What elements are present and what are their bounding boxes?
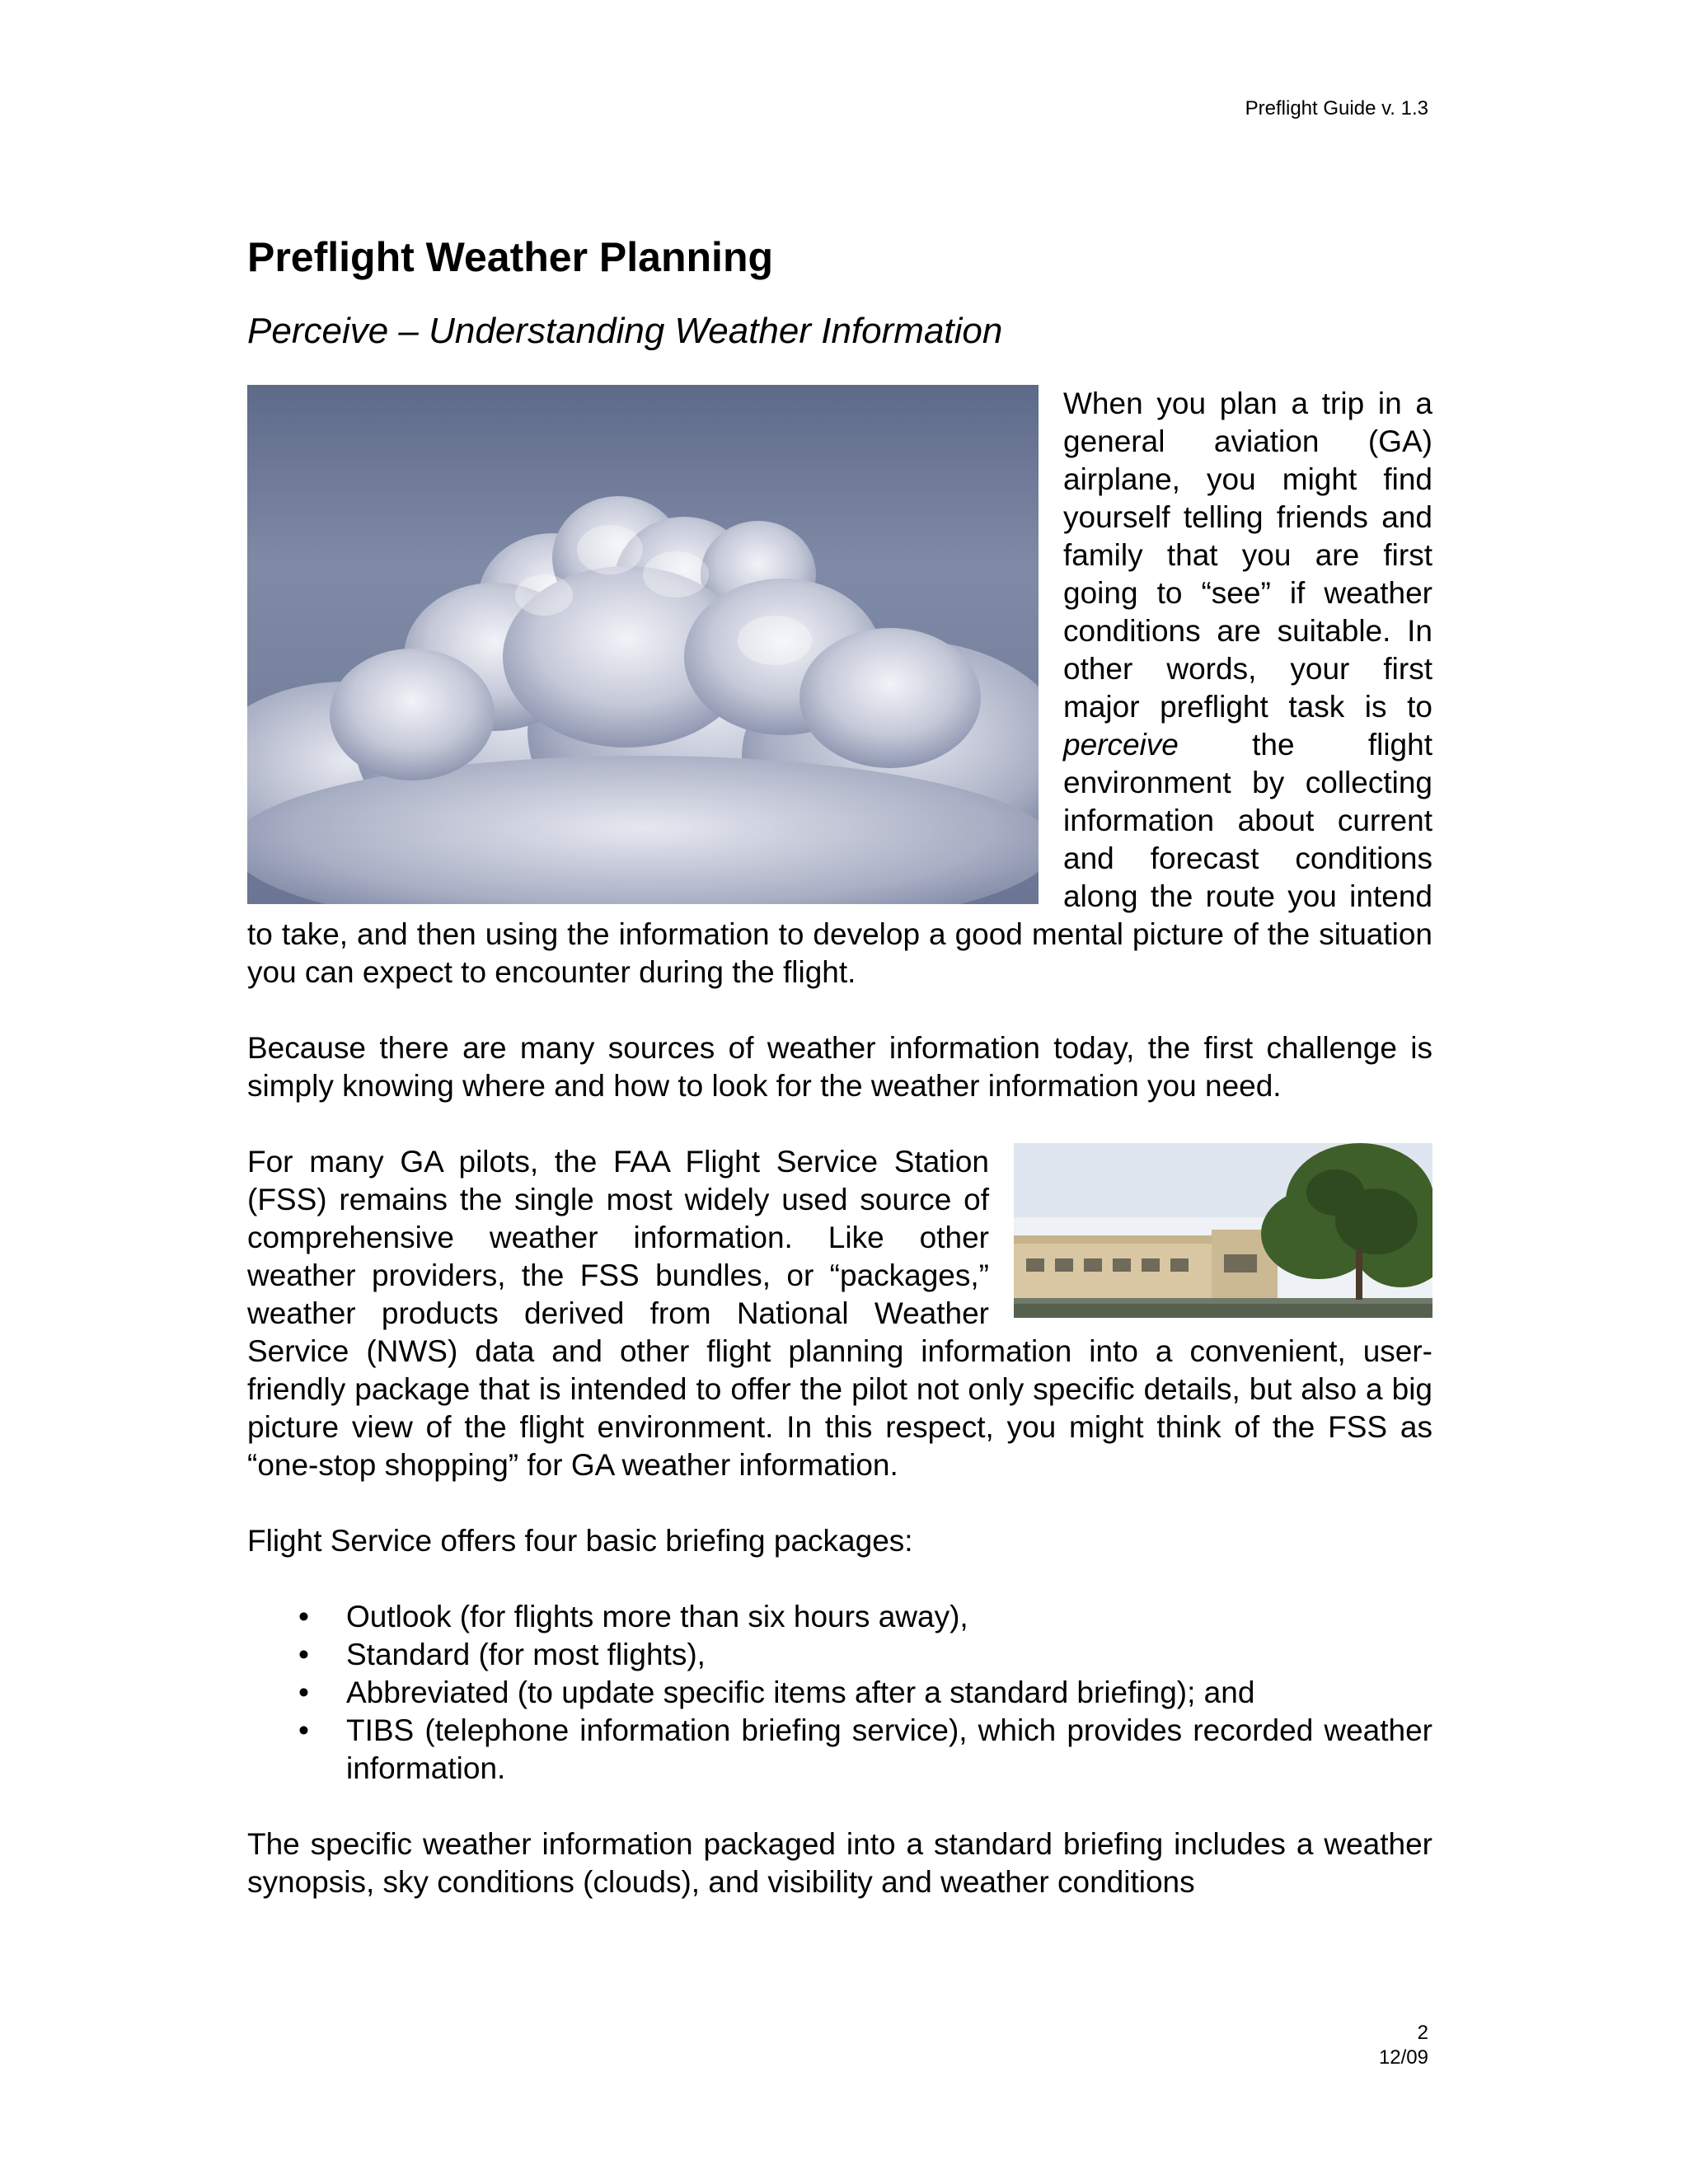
bullet-icon: • (298, 1637, 309, 1671)
bullet-icon: • (298, 1713, 309, 1747)
list-item: • Outlook (for flights more than six hours away), (346, 1598, 1432, 1636)
cumulus-clouds-photo (247, 385, 1039, 904)
list-item: • TIBS (telephone information briefing service), which provides recorded weather information. (298, 1713, 1432, 1785)
section-subtitle: Perceive – Understanding Weather Information (247, 311, 1003, 351)
revision-date: 12/09 (1378, 2046, 1428, 2069)
bullet-icon: • (298, 1675, 309, 1709)
paragraph-standard-briefing: The specific weather information packaged into a standard briefing includes a weather synopsis, sky conditions (clouds), and visibility and weather conditions (247, 1826, 1432, 1899)
bullet-icon: • (298, 1599, 309, 1633)
paragraph-intro: When you plan a trip in a general aviation (GA) airplane, you might find yourself telling friends and family that you are first going to “see” if weather conditions are suitable. In other words, your first major preflight task is to perceive the flight environment by collecting information about current and forecast conditions along the route you intend to take, and then using the information to develop a good mental picture of the situation you can expect to encounter during the flight. (247, 386, 1432, 989)
paragraph-weather-sources: Because there are many sources of weather information today, the first challenge is simply knowing where and how to look for the weather information you need. (247, 1030, 1432, 1103)
page-content (247, 232, 1432, 1939)
running-header: Preflight Guide v. 1.3 (1245, 97, 1428, 120)
briefing-packages-list (247, 1598, 1432, 1788)
page-number: 2 (1417, 2022, 1428, 2044)
paragraph-briefing-intro: Flight Service offers four basic briefing packages: (247, 1523, 913, 1558)
paragraph-fss: For many GA pilots, the FAA Flight Service Station (FSS) remains the single most widely used source of comprehensive weather information. Like other weather providers, the FSS bundles, or “packages,” weather products derived from National Weather Service (NWS) data and other flight planning information into a convenient, user-friendly package that is intended to offer the pilot not only specific details, but also a big picture view of the flight environment. In this respect, you might think of the FSS as “one-stop shopping” for GA weather information. (247, 1144, 1432, 1482)
flight-service-station-photo (1014, 1143, 1432, 1318)
list-item: • Standard (for most flights), (346, 1636, 1432, 1674)
page-title: Preflight Weather Planning (247, 234, 774, 280)
list-item: • Abbreviated (to update specific items after a standard briefing); and (346, 1674, 1432, 1712)
page-footer (1379, 2021, 1428, 2070)
